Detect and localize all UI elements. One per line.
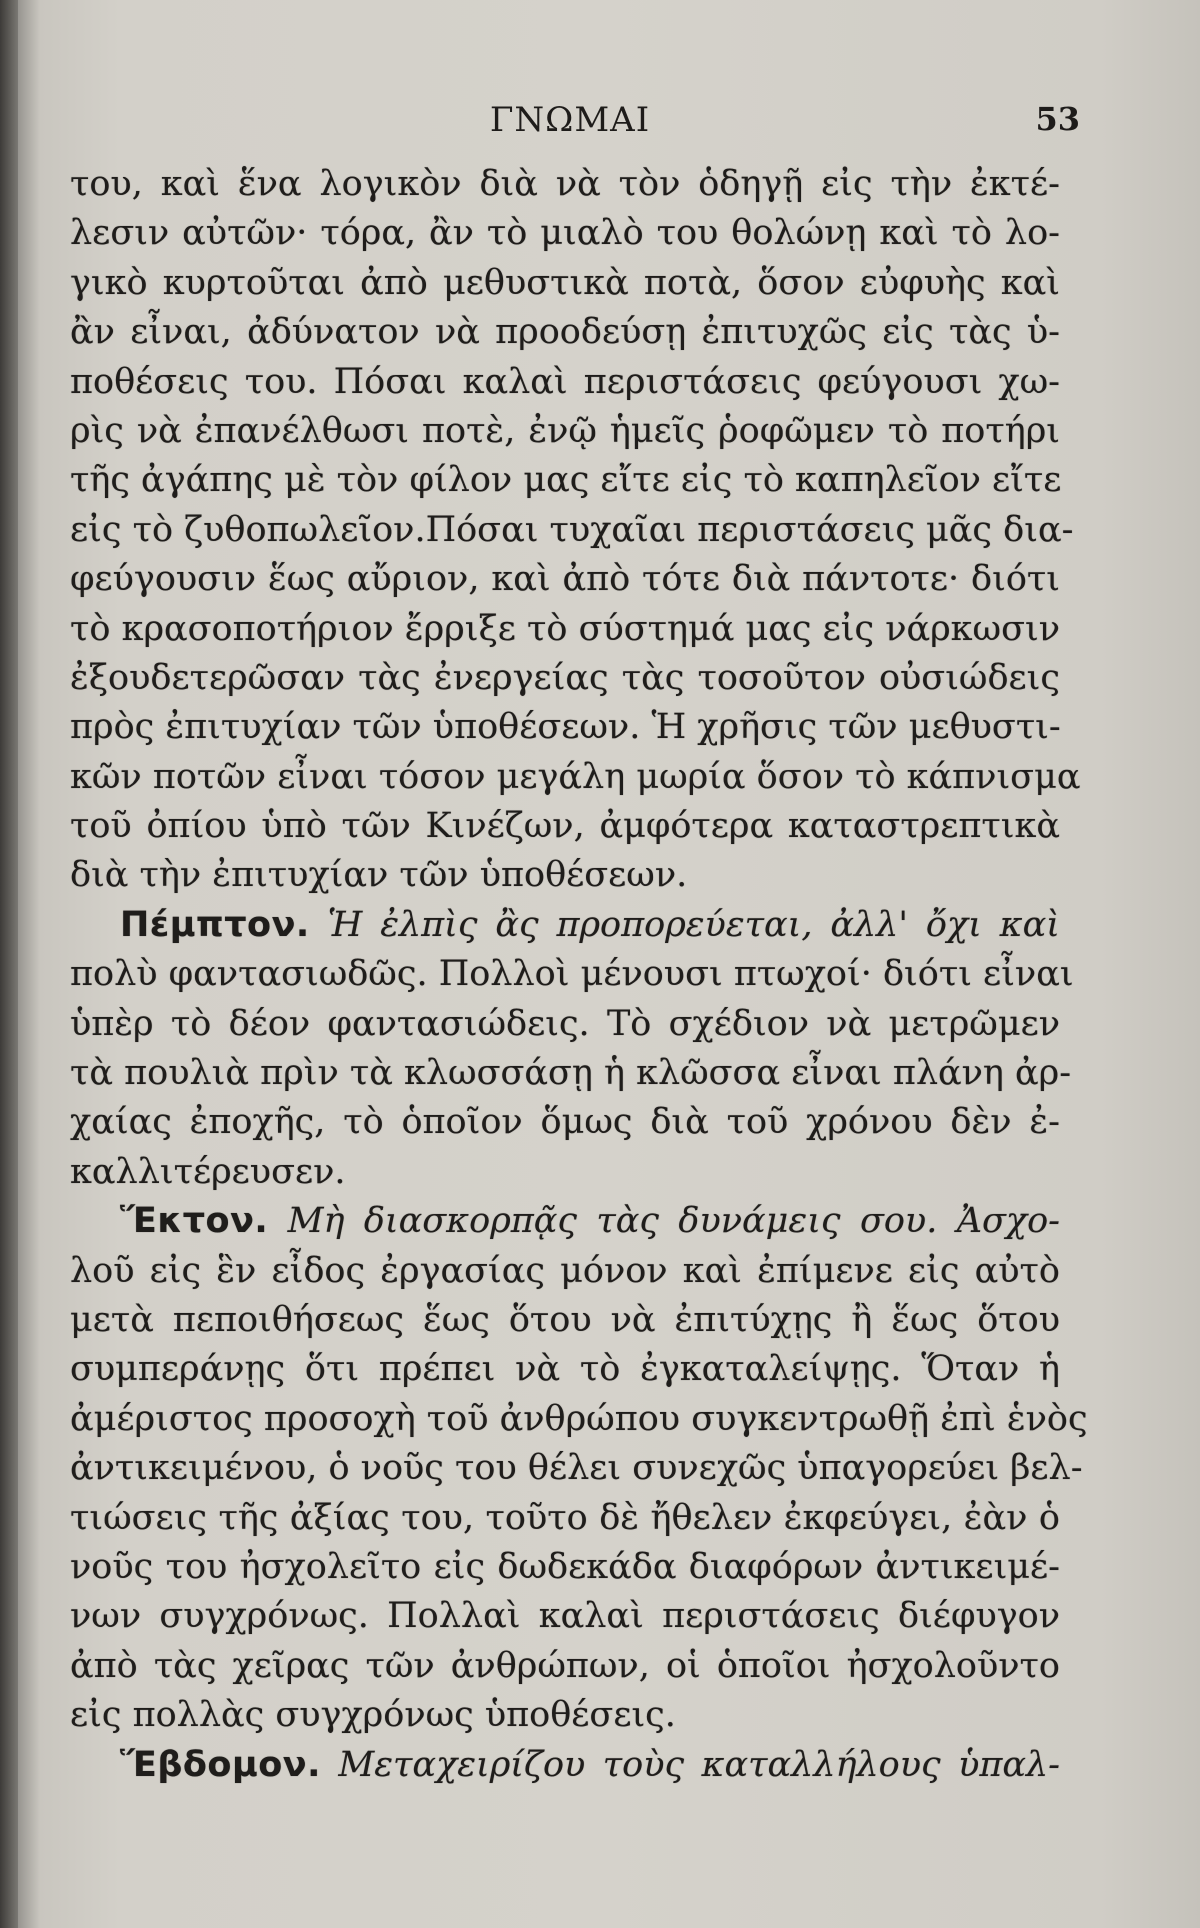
- text-line-9: φεύγουσιν ἕως αὔριον, καὶ ἀπὸ τότε διὰ πάντοτε· διότι: [70, 559, 1060, 600]
- text-line-21: καλλιτέρευσεν.: [70, 1151, 346, 1192]
- text-line-11: ἐξουδετερῶσαν τὰς ἐνεργείας τὰς τοσοῦτον οὐσιώδεις: [70, 657, 1060, 698]
- text-line-28: τιώσεις τῆς ἀξίας του, τοῦτο δὲ ἤθελεν ἐκφεύγει, ἐὰν ὁ: [70, 1497, 1060, 1538]
- text-line-31: ἀπὸ τὰς χεῖρας τῶν ἀνθρώπων, οἱ ὁποῖοι ἠσχολοῦντο: [70, 1645, 1060, 1686]
- text-line-20: χαίας ἐποχῆς, τὸ ὁποῖον ὅμως διὰ τοῦ χρόνου δὲν ἐ-: [70, 1102, 1060, 1143]
- section-heading-word: Πέμπτον.: [120, 904, 310, 945]
- section-heading-pempton: [70, 901, 1060, 950]
- text-line-6: ρὶς νὰ ἐπανέλθωσι ποτὲ, ἐνῷ ἡμεῖς ῥοφῶμεν τὸ ποτήρι: [70, 410, 1060, 451]
- text-line-25: συμπεράνῃς ὅτι πρέπει νὰ τὸ ἐγκαταλείψῃς. Ὅταν ἡ: [70, 1349, 1060, 1390]
- text-line-17: πολὺ φαντασιωδῶς. Πολλοὶ μένουσι πτωχοί· διότι εἶναι: [70, 954, 1074, 995]
- page-number: 53: [1035, 100, 1080, 138]
- section-heading-rest: Ἡ ἐλπὶς ἂς προπορεύεται, ἀλλ' ὄχι καὶ: [309, 904, 1060, 945]
- text-line-29: νοῦς του ἠσχολεῖτο εἰς δωδεκάδα διαφόρων ἀντικειμέ-: [70, 1546, 1060, 1587]
- running-head: ΓΝΩΜΑΙ: [489, 100, 651, 140]
- section-heading-evdomon: [70, 1741, 1060, 1790]
- text-line-4: ἂν εἶναι, ἀδύνατον νὰ προοδεύσῃ ἐπιτυχῶς εἰς τὰς ὑ-: [70, 312, 1060, 353]
- text-line-18: ὑπὲρ τὸ δέον φαντασιώδεις. Τὸ σχέδιον νὰ μετρῶμεν: [70, 1003, 1060, 1044]
- text-line-15: διὰ τὴν ἐπιτυχίαν τῶν ὑποθέσεων.: [70, 855, 688, 896]
- section-heading-word: Ἕκτον.: [120, 1201, 269, 1242]
- text-line-13: κῶν ποτῶν εἶναι τόσον μεγάλη μωρία ὅσον τὸ κάπνισμα: [70, 756, 1081, 797]
- text-line-1: του, καὶ ἕνα λογικὸν διὰ νὰ τὸν ὁδηγῇ εἰς τὴν ἐκτέ-: [70, 164, 1060, 204]
- text-line-2: λεσιν αὐτῶν· τόρα, ἂν τὸ μιαλὸ του θολώνῃ καὶ τὸ λο-: [70, 213, 1060, 254]
- text-line-27: ἀντικειμένου, ὁ νοῦς του θέλει συνεχῶς ὑπαγορεύει βελ-: [70, 1448, 1083, 1489]
- text-line-10: τὸ κρασοποτήριον ἔρριξε τὸ σύστημά μας εἰς νάρκωσιν: [70, 608, 1060, 649]
- text-line-26: ἀμέριστος προσοχὴ τοῦ ἀνθρώπου συγκεντρωθῇ ἐπὶ ἑνὸς: [70, 1398, 1088, 1439]
- text-line-3: γικὸ κυρτοῦται ἀπὸ μεθυστικὰ ποτὰ, ὅσον εὐφυὴς καὶ: [70, 262, 1060, 303]
- text-line-7: τῆς ἀγάπης μὲ τὸν φίλον μας εἴτε εἰς τὸ καπηλεῖον εἴτε: [70, 460, 1062, 501]
- body-text: [70, 160, 1088, 1790]
- text-line-14: τοῦ ὀπίου ὑπὸ τῶν Κινέζων, ἀμφότερα καταστρεπτικὰ: [70, 806, 1060, 847]
- page-header: [70, 100, 1080, 146]
- text-line-12: πρὸς ἐπιτυχίαν τῶν ὑποθέσεων. Ἡ χρῆσις τῶν μεθυστι-: [70, 707, 1061, 748]
- section-heading-ekton: [70, 1197, 1060, 1246]
- section-heading-rest: Μεταχειρίζου τοὺς καταλλήλους ὑπαλ-: [320, 1744, 1060, 1785]
- section-heading-word: Ἕβδομον.: [120, 1744, 321, 1785]
- text-line-24: μετὰ πεποιθήσεως ἕως ὅτου νὰ ἐπιτύχῃς ἢ ἕως ὅτου: [70, 1299, 1060, 1340]
- text-line-8: εἰς τὸ ζυθοπωλεῖον.Πόσαι τυχαῖαι περιστάσεις μᾶς δια-: [70, 509, 1074, 550]
- text-line-32: εἰς πολλὰς συγχρόνως ὑποθέσεις.: [70, 1695, 676, 1736]
- text-line-5: ποθέσεις του. Πόσαι καλαὶ περιστάσεις φεύγουσι χω-: [70, 361, 1060, 402]
- text-line-30: νων συγχρόνως. Πολλαὶ καλαὶ περιστάσεις διέφυγον: [70, 1596, 1060, 1637]
- binding-gutter-shadow: [0, 0, 18, 1928]
- section-heading-rest: Μὴ διασκορπᾷς τὰς δυνάμεις σου. Ἀσχο-: [268, 1201, 1060, 1242]
- text-line-19: τὰ πουλιὰ πρὶν τὰ κλωσσάσῃ ἡ κλῶσσα εἶναι πλάνη ἀρ-: [70, 1053, 1072, 1094]
- text-line-23: λοῦ εἰς ἓν εἶδος ἐργασίας μόνον καὶ ἐπίμενε εἰς αὐτὸ: [70, 1250, 1060, 1291]
